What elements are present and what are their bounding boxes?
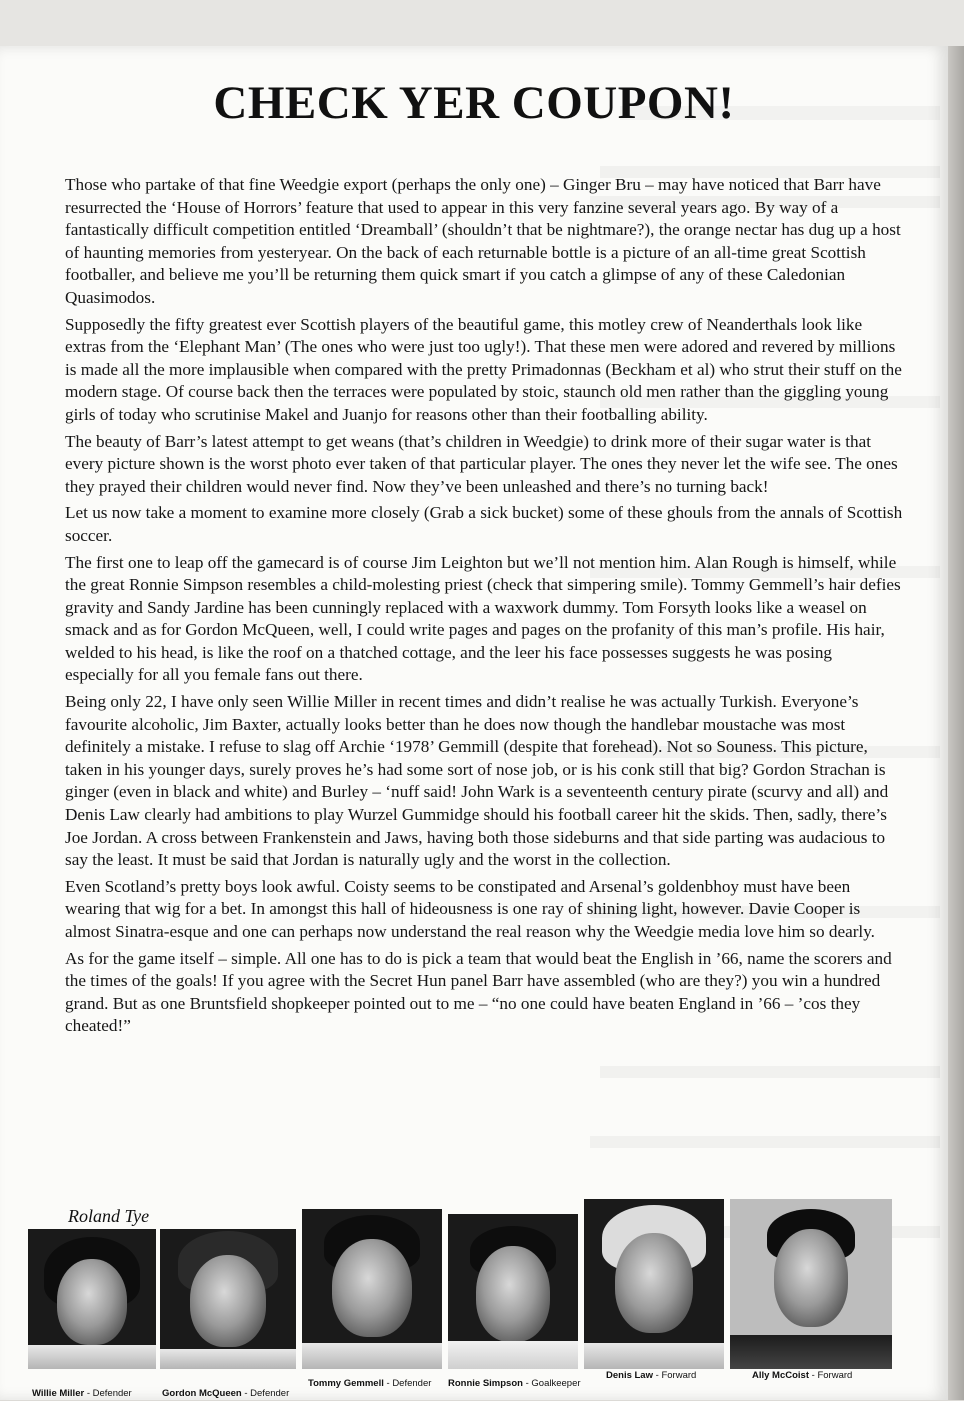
player-caption: Willie Miller - Defender (32, 1388, 132, 1399)
player-photo (730, 1199, 892, 1369)
author-byline: Roland Tye (68, 1206, 150, 1226)
player-name: Tommy Gemmell (308, 1378, 384, 1389)
article-paragraph: Being only 22, I have only seen Willie Miller in recent times and didn’t realise he was actually Turkish. Everyone’s favourite alcoholic, Jim Baxter, actually looks better than he does now though the handlebar moustache was most definitely a mistake. I refuse to slag off Archie ‘1978’ Gemmill (despite that forehead). Not so Souness. This picture, taken in his younger days, surely proves he’s had some sort of nose job, or is his conk still that big? Gordon Strachan is ginger (even in black and white) and Burley – ‘nuff said! John Wark is a seventeenth century pirate (scurvy and all) and Denis Law clearly had ambitions to play Wurzel Gummidge should his football career hit the skids. Then, sadly, there’s Joe Jordan. A cross between Frankenstein and Jaws, having both those sideburns and that side parting was audacious to say the least. It must be said that Jordan is naturally ugly and the worst in the collection. (65, 692, 889, 870)
player-photo (302, 1209, 442, 1369)
player-name: Ronnie Simpson (448, 1378, 523, 1389)
player-name: Denis Law (606, 1370, 653, 1381)
player-photo (28, 1229, 156, 1369)
player-caption: Ally McCoist - Forward (752, 1370, 853, 1381)
article-paragraph: Even Scotland’s pretty boys look awful. Coisty seems to be constipated and Arsenal’s goldenbhoy must have been wearing that wig for a bet. In amongst this hall of hideousness is one ray of shining light, however. Davie Cooper is almost Sinatra-esque and one can perhaps now understand the real reason why the Weedgie media love him so dearly. (65, 876, 875, 941)
page-binding-edge (948, 46, 964, 1400)
player-photo (584, 1199, 724, 1369)
player-position: Forward (817, 1370, 853, 1381)
player-position: Defender (392, 1378, 432, 1389)
article-paragraph: Let us now take a moment to examine more closely (Grab a sick bucket) some of these ghouls from the annals of Scottish soccer. (65, 503, 903, 545)
page-title: CHECK YER COUPON! (213, 77, 735, 129)
player-photo (448, 1214, 578, 1369)
player-photo (160, 1229, 296, 1369)
fanzine-page (0, 46, 948, 1400)
player-name: Willie Miller (32, 1388, 85, 1399)
player-name: Gordon McQueen (162, 1388, 242, 1399)
scan-background (0, 0, 964, 46)
player-position: Defender (250, 1388, 290, 1399)
player-caption: Tommy Gemmell - Defender (308, 1378, 432, 1389)
player-position: Goalkeeper (531, 1378, 581, 1389)
player-caption: Gordon McQueen - Defender (162, 1388, 290, 1399)
article-paragraph: Supposedly the fifty greatest ever Scottish players of the beautiful game, this motley crew of Neanderthals look like extras from the ‘Elephant Man’ (The ones who were just too ugly!). That these men were adored and revered by millions is made all the more implausible when compared with the pretty Primadonnas (Beckham et al) who strut their stuff on the modern stage. Of course back then the terraces were populated by stoic, staunch old men rather than the giggling young girls of today who scrutinise Makel and Juanjo for reasons other than their footballing ability. (65, 314, 902, 424)
article-paragraph: The first one to leap off the gamecard is of course Jim Leighton but we’ll not mention him. Alan Rough is himself, while the great Ronnie Simpson resembles a child-molesting priest (check that simpering smile). Tommy Gemmell’s hair defies gravity and Sandy Jardine has been cunningly replaced with a waxwork dummy. Tom Forsyth looks like a weasel on smack and as for Gordon McQueen, well, I could write pages and pages on the profanity of this man’s profile. His hair, welded to his head, is like the roof on a thatched cottage, and the leer his face possesses suggests he was posing especially for all you female fans out there. (65, 552, 901, 685)
player-caption: Denis Law - Forward (606, 1370, 697, 1381)
player-position: Forward (661, 1370, 697, 1381)
player-photo-strip (28, 1221, 933, 1401)
article-paragraph: Those who partake of that fine Weedgie export (perhaps the only one) – Ginger Bru – may have noticed that Barr have resurrected the ‘House of Horrors’ feature that used to appear in this very fanzine several years ago. By way of a fantastically difficult competition entitled ‘Dreamball’ (shouldn’t that be nightmare?), the orange nectar has dug up a host of haunting memories from yesteryear. On the back of each returnable bottle is a picture of an all-time great Scottish footballer, and believe me you’ll be returning them quick smart if you catch a glimpse of any of these Caledonian Quasimodos. (65, 175, 901, 307)
article-paragraph: The beauty of Barr’s latest attempt to get weans (that’s children in Weedgie) to drink more of their sugar water is that every picture shown is the worst photo ever taken of that particular player. The ones they never let the wife see. The ones they prayed their children would never find. Now they’ve been unleashed and there’s no turning back! (65, 431, 898, 496)
article-body (65, 174, 905, 1042)
player-name: Ally McCoist (752, 1370, 810, 1381)
article-paragraph: As for the game itself – simple. All one has to do is pick a team that would beat the English in ’66, name the scorers and the times of the goals! If you agree with the Secret Hun panel Barr have assembled (who are they?) you win a hundred grand. But as one Bruntsfield shopkeeper pointed out to me – “no one could have beaten England in ’66 – ’cos they cheated!” (65, 948, 892, 1036)
player-position: Defender (92, 1388, 132, 1399)
player-caption: Ronnie Simpson - Goalkeeper (448, 1378, 581, 1389)
